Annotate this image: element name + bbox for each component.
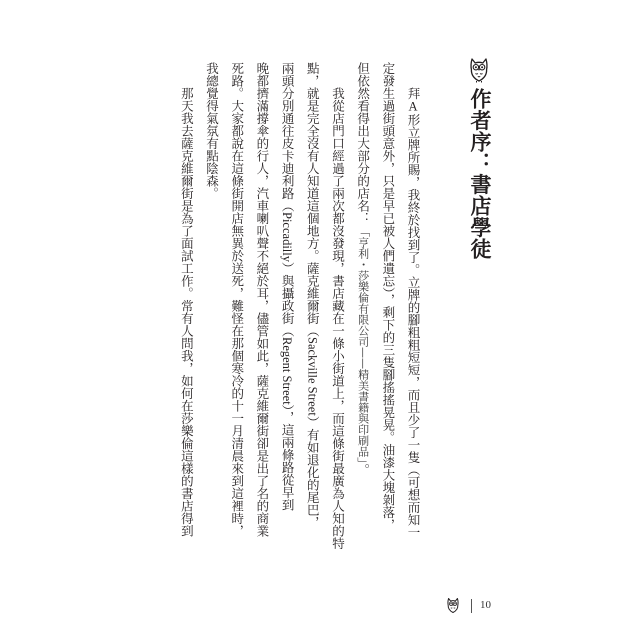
text-segment: 我總覺得氣氛有點陰森。 [204,62,220,200]
text-segment: 定發生過街頭意外，只是早已被人們遺忘），剩下的三隻腳搖搖晃晃。油漆大塊剝落， [380,62,396,531]
page-number: 10 [480,599,491,611]
text-segment: 點，就是完全沒有人知道這個地方。薩克維爾街（ [305,62,321,337]
text-segment: ）與攝政街（ [280,262,296,337]
text-segment: Piccadilly [280,212,295,262]
text-line [401,62,426,562]
text-line [300,62,325,562]
body-text [174,62,426,562]
text-segment: 」。 [355,457,371,476]
text-segment: 但依然看得出大部分的店名：「 [355,62,371,237]
owl-icon [468,57,490,83]
text-line [199,62,224,562]
text-segment: 形立牌所賜，我終於找到了。立牌的腳粗粗短短，而且少了一隻（可想而知一 [406,113,421,539]
store-name: 亨利・莎樂倫有限公司——精美書籍與印刷品 [356,237,370,457]
text-line [325,62,350,562]
text-line [275,62,300,562]
text-segment: Regent Street [280,337,295,405]
text-line [174,62,199,562]
chapter-title: 作者序：書店學徒 [468,88,492,260]
text-segment: 那天我去薩克維爾街是為了面試工作。常有人問我，如何在莎樂倫這樣的書店得到 [179,87,195,537]
text-segment: 兩頭分別通往皮卡迪利路（ [280,62,296,212]
footer-divider [471,599,472,613]
text-line [350,62,375,562]
text-segment: Sackville Street [305,337,320,416]
text-segment: A [406,99,420,114]
text-segment: 我從店門口經過了兩次都沒發現，書店藏在一條小街道上，而這條街最廣為人知的特 [330,87,346,550]
text-line [376,62,401,562]
owl-icon [446,597,460,614]
text-segment: 死路。大家都說在這條街開店無異於送死，難怪在那個寒冷的十一月清晨來到這裡時， [229,62,245,537]
text-line [225,62,250,562]
text-segment: ）有如退化的尾巴， [305,415,321,529]
text-segment: ），這兩條路從早到 [280,404,296,511]
text-line [250,62,275,562]
text-segment: 晚都擠滿撐傘的行人，汽車喇叭聲不絕於耳，儘管如此，薩克維爾街卻是出了名的商業 [254,62,270,537]
text-segment: 拜 [406,87,421,100]
